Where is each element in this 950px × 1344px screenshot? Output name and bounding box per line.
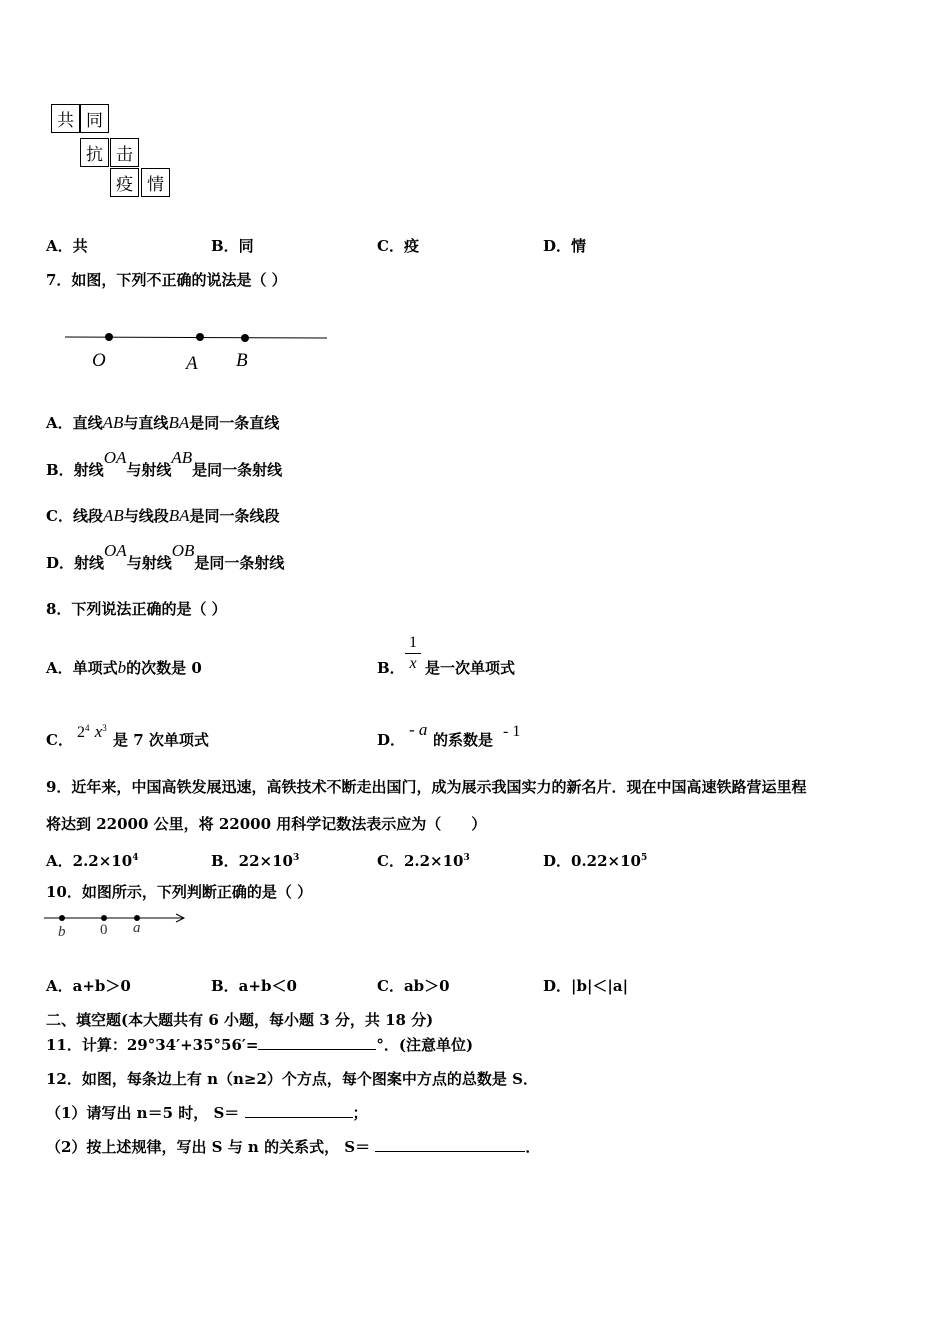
q6-option-d[interactable]: D．情 bbox=[543, 237, 587, 255]
cube-cell: 击 bbox=[110, 138, 139, 167]
q11-answer-blank[interactable] bbox=[258, 1035, 376, 1050]
q7-option-d[interactable]: D．射线OA与射线OB是同一条射线 bbox=[46, 541, 285, 572]
q7-option-a[interactable]: A．直线AB与直线BA是同一条直线 bbox=[46, 413, 280, 432]
label-zero-small: 0 bbox=[100, 922, 108, 938]
q7-option-c[interactable]: C．线段AB与线段BA是同一条线段 bbox=[46, 506, 280, 525]
q12-part2-blank[interactable] bbox=[375, 1137, 525, 1152]
label-b-small: b bbox=[58, 924, 66, 940]
q8-option-c[interactable]: C． bbox=[46, 731, 73, 749]
q10-option-c[interactable]: C．ab＞0 bbox=[377, 977, 450, 995]
q8-option-a[interactable]: A．单项式b的次数是 0 bbox=[46, 658, 202, 677]
q9-stem-line2: 将达到 22000 公里，将 22000 用科学记数法表示应为（ ） bbox=[46, 815, 487, 833]
q9-option-d[interactable]: D．$0.22\times 10^5$ bbox=[543, 852, 648, 870]
label-a-small: a bbox=[133, 920, 141, 936]
q12-part1: （1）请写出 n＝5 时， S＝ ； bbox=[46, 1104, 368, 1122]
q10-option-b[interactable]: B．a+b＜0 bbox=[211, 977, 297, 995]
cube-cell: 同 bbox=[80, 104, 109, 133]
q10-option-d[interactable]: D．|b|＜|a| bbox=[543, 977, 629, 995]
cube-cell: 情 bbox=[141, 168, 170, 197]
q10-option-a[interactable]: A．a+b＞0 bbox=[46, 977, 131, 995]
q8-option-d-expr: - a bbox=[409, 720, 428, 739]
q9-stem-line1: 9．近年来，中国高铁发展迅速，高铁技术不断走出国门，成为展示我国实力的新名片．现在中国高速铁路营运里程 bbox=[46, 778, 807, 796]
label-b: B bbox=[236, 350, 248, 371]
q6-option-b[interactable]: B．同 bbox=[211, 237, 254, 255]
q8-option-b-text: 是一次单项式 bbox=[425, 659, 516, 677]
cube-cell: 抗 bbox=[80, 138, 109, 167]
q8-option-d-text: 的系数是 bbox=[433, 731, 494, 749]
cube-cell: 疫 bbox=[110, 168, 139, 197]
q11: 11．计算：29°34′+35°56′= °．(注意单位) bbox=[46, 1036, 474, 1054]
point-b-dot bbox=[59, 915, 65, 921]
q9-option-c[interactable]: C．$2.2\times 10^3$ bbox=[377, 852, 470, 870]
fraction-denominator: x bbox=[409, 655, 417, 672]
point-zero-dot bbox=[101, 915, 107, 921]
q8-option-b[interactable]: B． bbox=[377, 659, 405, 677]
q9-option-b[interactable]: B．$22\times 10^3$ bbox=[211, 852, 300, 870]
cube-cell: 共 bbox=[51, 104, 80, 133]
label-a: A bbox=[186, 353, 198, 374]
q12-stem: 12．如图，每条边上有 n（n≥2）个方点，每个图案中方点的总数是 S． bbox=[46, 1070, 538, 1088]
q8-option-c-text: 是 7 次单项式 bbox=[113, 731, 209, 749]
q6-option-c[interactable]: C．疫 bbox=[377, 237, 419, 255]
q9-option-a[interactable]: A．$2.2\times 10^4$ bbox=[46, 852, 139, 870]
q8-option-c-expr: $2^4$ $x^3$ bbox=[77, 722, 107, 741]
q12-part2: （2）按上述规律，写出 S 与 n 的关系式， S＝ ． bbox=[46, 1138, 541, 1156]
q7-option-b[interactable]: B．射线OA与射线AB是同一条射线 bbox=[46, 448, 283, 479]
q7-stem: 7．如图，下列不正确的说法是（ ） bbox=[46, 271, 287, 289]
q8-stem: 8．下列说法正确的是（ ） bbox=[46, 600, 227, 618]
section-title: 二、填空题(本大题共有 6 小题，每小题 3 分，共 18 分) bbox=[46, 1011, 434, 1029]
fraction-numerator: 1 bbox=[409, 634, 417, 651]
q8-option-d[interactable]: D． bbox=[377, 731, 406, 749]
label-o: O bbox=[92, 350, 106, 371]
q10-stem: 10．如图所示，下列判断正确的是（ ） bbox=[46, 883, 313, 901]
q12-part1-blank[interactable] bbox=[245, 1103, 353, 1118]
q6-option-a[interactable]: A．共 bbox=[46, 237, 88, 255]
q8-option-d-value: - 1 bbox=[503, 723, 521, 740]
